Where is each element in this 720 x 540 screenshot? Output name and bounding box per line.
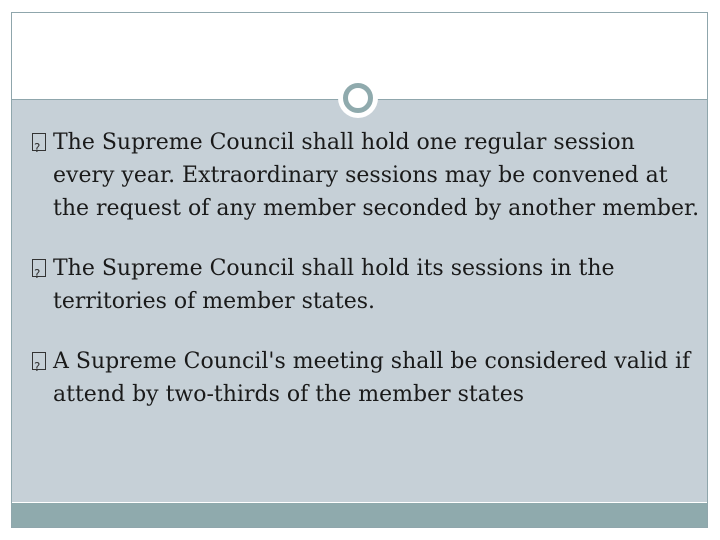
bullet-item-2 <box>30 252 700 318</box>
bullet-list <box>30 126 700 438</box>
footer-band <box>12 502 707 527</box>
bullet-item-1 <box>30 126 700 225</box>
slide <box>11 12 708 528</box>
ring-icon <box>338 78 378 118</box>
bullet-text: The Supreme Council shall hold its sessions in the territories of member states. <box>53 256 615 314</box>
bullet-text: A Supreme Council's meeting shall be considered valid if attend by two-thirds of the member states <box>53 349 691 407</box>
ring-inner <box>343 83 373 113</box>
missing-glyph-box-icon <box>32 259 46 277</box>
bullet-text: The Supreme Council shall hold one regular session every year. Extraordinary sessions may be convened at the request of any member seconded by another member. <box>53 130 700 221</box>
bullet-item-3 <box>30 345 700 411</box>
missing-glyph-box-icon <box>32 352 46 370</box>
missing-glyph-box-icon <box>32 133 46 151</box>
